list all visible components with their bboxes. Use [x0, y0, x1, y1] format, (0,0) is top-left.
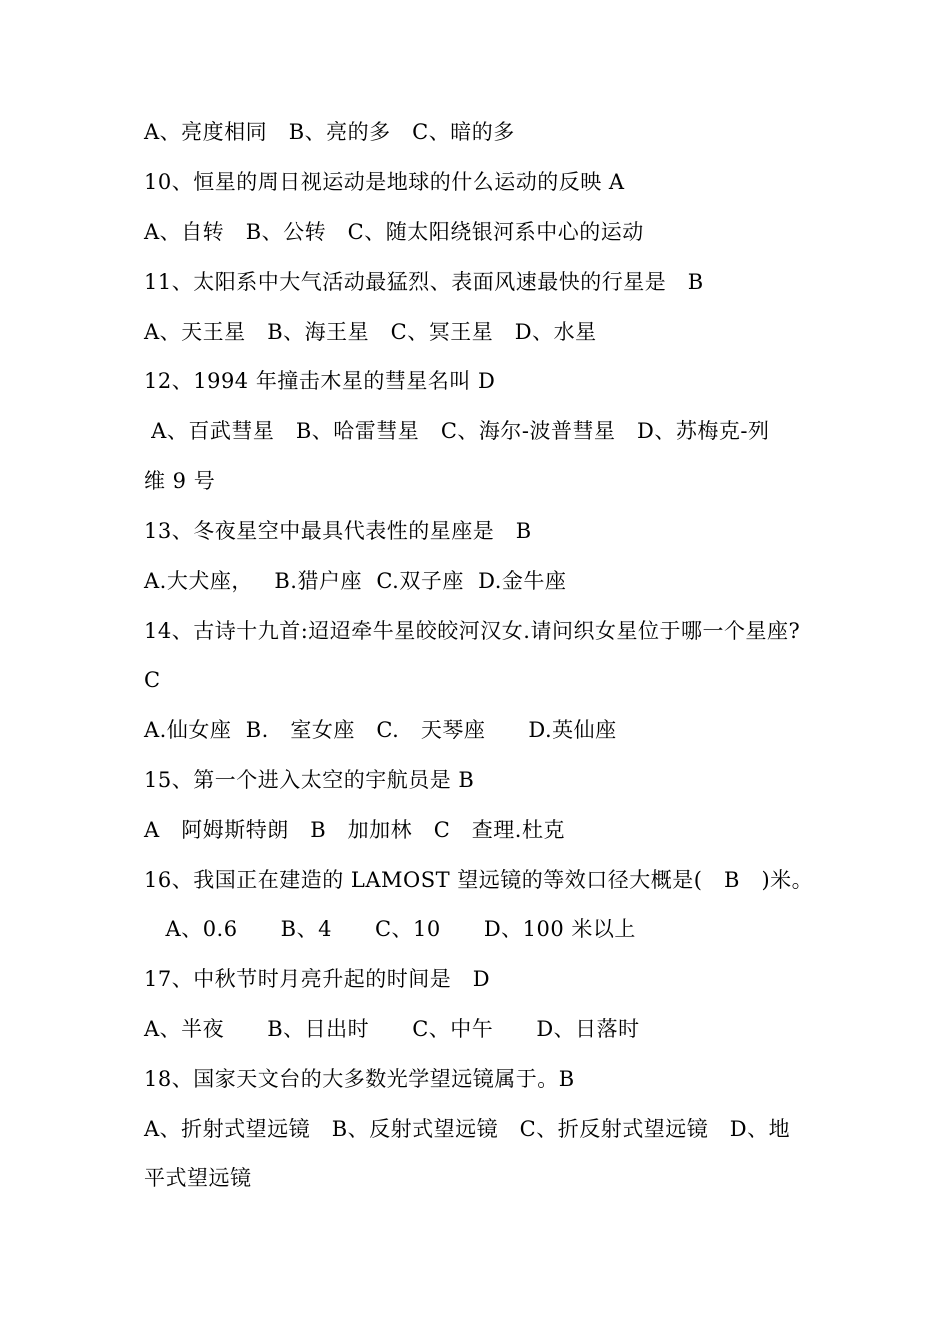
- option-line-q17: A、半夜 B、日出时 C、中午 D、日落时: [144, 1017, 640, 1041]
- option-line-q9: A、亮度相同 B、亮的多 C、暗的多: [144, 120, 515, 144]
- option-line-q12: A、百武彗星 B、哈雷彗星 C、海尔-波普彗星 D、苏梅克-列: [144, 419, 770, 443]
- option-line-q18-cont: 平式望远镜: [144, 1166, 252, 1190]
- question-13: 13、冬夜星空中最具代表性的星座是 B: [144, 519, 532, 543]
- option-line-q10: A、自转 B、公转 C、随太阳绕银河系中心的运动: [144, 220, 644, 244]
- option-line-q15: A 阿姆斯特朗 B 加加林 C 查理.杜克: [144, 818, 565, 842]
- question-14: 14、古诗十九首:迢迢牵牛星皎皎河汉女.请问织女星位于哪一个星座?: [144, 619, 801, 643]
- option-line-q12-cont: 维 9 号: [144, 469, 216, 493]
- option-line-q11: A、天王星 B、海王星 C、冥王星 D、水星: [144, 320, 597, 344]
- option-line-q18: A、折射式望远镜 B、反射式望远镜 C、折反射式望远镜 D、地: [144, 1117, 791, 1141]
- question-17: 17、中秋节时月亮升起的时间是 D: [144, 967, 491, 991]
- option-line-q14: A.仙女座 B. 室女座 C. 天琴座 D.英仙座: [144, 718, 617, 742]
- question-14-answer: C: [144, 668, 161, 692]
- question-18: 18、国家天文台的大多数光学望远镜属于。B: [144, 1067, 575, 1091]
- option-line-q16: A、0.6 B、4 C、10 D、100 米以上: [144, 917, 636, 941]
- question-15: 15、第一个进入太空的宇航员是 B: [144, 768, 475, 792]
- question-12: 12、1994 年撞击木星的彗星名叫 D: [144, 369, 496, 393]
- question-10: 10、恒星的周日视运动是地球的什么运动的反映 A: [144, 170, 625, 194]
- question-16: 16、我国正在建造的 LAMOST 望远镜的等效口径大概是( B )米。: [144, 868, 814, 892]
- option-line-q13: A.大犬座， B.猎户座 C.双子座 D.金牛座: [144, 569, 567, 593]
- question-11: 11、太阳系中大气活动最猛烈、表面风速最快的行星是 B: [144, 270, 704, 294]
